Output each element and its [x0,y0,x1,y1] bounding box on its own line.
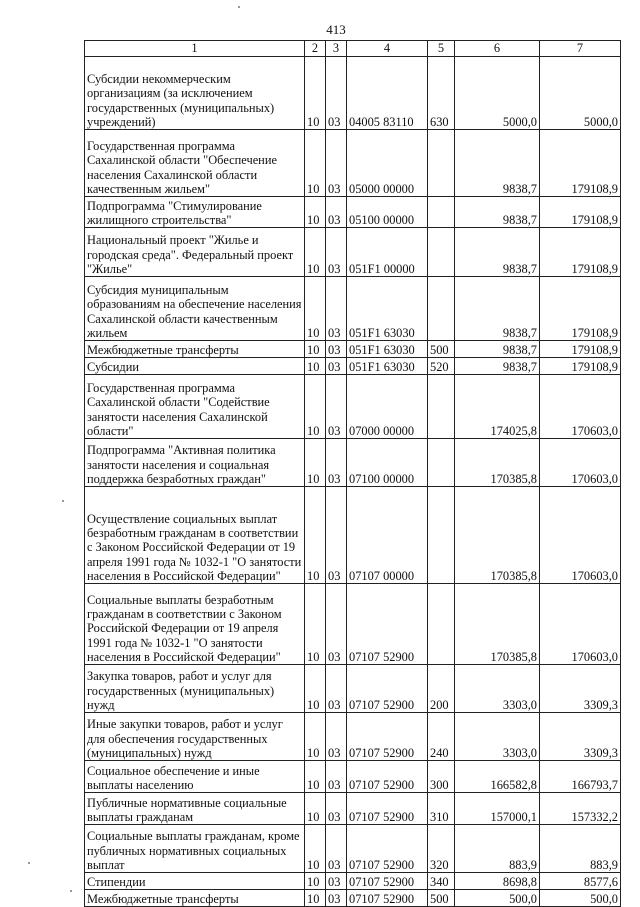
expense-type-code: 630 [428,57,455,130]
target-article-code: 07107 52900 [347,761,428,793]
section-code: 10 [305,584,326,665]
page-number: 413 [326,22,346,37]
expense-type-code: 520 [428,358,455,375]
item-name: Стипендии [85,873,305,890]
table-row [85,793,621,825]
section-code: 10 [305,375,326,439]
scan-speck [238,6,240,8]
amount-col-7: 170603,0 [540,375,621,439]
amount-col-7: 170603,0 [540,584,621,665]
table-row [85,57,621,130]
subsection-code: 03 [326,487,347,584]
target-article-code: 051F1 63030 [347,341,428,358]
target-article-code: 07107 52900 [347,793,428,825]
amount-col-7: 179108,9 [540,277,621,341]
expense-type-code: 300 [428,761,455,793]
subsection-code: 03 [326,130,347,197]
amount-col-6: 170385,8 [455,439,540,487]
expense-type-code: 200 [428,665,455,713]
table-row [85,713,621,761]
amount-col-7: 179108,9 [540,341,621,358]
subsection-code: 03 [326,825,347,873]
table-row [85,487,621,584]
expense-type-code [428,228,455,277]
expense-type-code: 320 [428,825,455,873]
amount-col-6: 9838,7 [455,277,540,341]
amount-col-7: 179108,9 [540,358,621,375]
target-article-code: 07107 52900 [347,665,428,713]
item-name: Национальный проект "Жилье и городская среда". Федеральный проект "Жилье" [85,228,305,277]
col-header-1: 1 [85,41,305,57]
amount-col-7: 179108,9 [540,197,621,228]
expense-type-code [428,487,455,584]
target-article-code: 051F1 63030 [347,277,428,341]
amount-col-7: 170603,0 [540,439,621,487]
amount-col-7: 170603,0 [540,487,621,584]
expense-type-code [428,277,455,341]
subsection-code: 03 [326,713,347,761]
table-row [85,584,621,665]
amount-col-6: 157000,1 [455,793,540,825]
budget-table [84,40,621,907]
amount-col-6: 500,0 [455,890,540,907]
amount-col-7: 5000,0 [540,57,621,130]
section-code: 10 [305,439,326,487]
col-header-5: 5 [428,41,455,57]
section-code: 10 [305,487,326,584]
item-name: Социальные выплаты гражданам, кроме публичных нормативных социальных выплат [85,825,305,873]
table-row [85,277,621,341]
item-name: Государственная программа Сахалинской области "Содействие занятости населения Сахалинской области" [85,375,305,439]
scan-speck [70,890,72,892]
table-row [85,358,621,375]
item-name: Социальное обеспечение и иные выплаты населению [85,761,305,793]
item-name: Подпрограмма "Активная политика занятости населения и социальная поддержка безработных граждан" [85,439,305,487]
amount-col-6: 9838,7 [455,341,540,358]
expense-type-code [428,584,455,665]
item-name: Закупка товаров, работ и услуг для государственных (муниципальных) нужд [85,665,305,713]
section-code: 10 [305,890,326,907]
expense-type-code: 500 [428,341,455,358]
table-row [85,761,621,793]
expense-type-code [428,130,455,197]
section-code: 10 [305,57,326,130]
item-name: Подпрограмма "Стимулирование жилищного строительства" [85,197,305,228]
target-article-code: 05100 00000 [347,197,428,228]
expense-type-code: 500 [428,890,455,907]
amount-col-6: 9838,7 [455,197,540,228]
table-row [85,439,621,487]
subsection-code: 03 [326,197,347,228]
amount-col-7: 166793,7 [540,761,621,793]
item-name: Субсидии [85,358,305,375]
table-row [85,873,621,890]
amount-col-6: 3303,0 [455,665,540,713]
subsection-code: 03 [326,277,347,341]
amount-col-6: 166582,8 [455,761,540,793]
amount-col-7: 3309,3 [540,713,621,761]
amount-col-7: 157332,2 [540,793,621,825]
amount-col-6: 174025,8 [455,375,540,439]
target-article-code: 04005 83110 [347,57,428,130]
target-article-code: 07107 52900 [347,584,428,665]
col-header-3: 3 [326,41,347,57]
table-row [85,890,621,907]
item-name: Социальные выплаты безработным гражданам в соответствии с Законом Российской Федерации от 19 апреля 1991 года № 1032-1 "О занятости населения в Российской Федерации" [85,584,305,665]
section-code: 10 [305,197,326,228]
subsection-code: 03 [326,57,347,130]
subsection-code: 03 [326,793,347,825]
target-article-code: 05000 00000 [347,130,428,197]
item-name: Осуществление социальных выплат безработным гражданам в соответствии с Законом Российской Федерации от 19 апреля 1991 года № 1032-1 "О занятости населения в Российской Федерации" [85,487,305,584]
subsection-code: 03 [326,873,347,890]
amount-col-7: 179108,9 [540,228,621,277]
subsection-code: 03 [326,228,347,277]
table-row [85,665,621,713]
target-article-code: 07000 00000 [347,375,428,439]
target-article-code: 07107 52900 [347,873,428,890]
section-code: 10 [305,228,326,277]
item-name: Субсидии некоммерческим организациям (за исключением государственных (муниципальных) учреждений) [85,57,305,130]
subsection-code: 03 [326,358,347,375]
target-article-code: 051F1 63030 [347,358,428,375]
col-header-6: 6 [455,41,540,57]
table-row [85,197,621,228]
section-code: 10 [305,873,326,890]
amount-col-6: 9838,7 [455,130,540,197]
table-row [85,375,621,439]
item-name: Межбюджетные трансферты [85,890,305,907]
scan-speck [28,862,30,864]
expense-type-code [428,197,455,228]
target-article-code: 07107 00000 [347,487,428,584]
amount-col-6: 9838,7 [455,358,540,375]
expense-type-code [428,439,455,487]
table-row [85,825,621,873]
header-row [85,41,621,57]
target-article-code: 07107 52900 [347,713,428,761]
table-row [85,228,621,277]
amount-col-6: 170385,8 [455,584,540,665]
subsection-code: 03 [326,665,347,713]
amount-col-6: 883,9 [455,825,540,873]
section-code: 10 [305,665,326,713]
section-code: 10 [305,713,326,761]
item-name: Публичные нормативные социальные выплаты гражданам [85,793,305,825]
scan-speck [62,500,64,502]
target-article-code: 07100 00000 [347,439,428,487]
amount-col-7: 3309,3 [540,665,621,713]
item-name: Субсидия муниципальным образованиям на обеспечение населения Сахалинской области качественным жильем [85,277,305,341]
section-code: 10 [305,130,326,197]
subsection-code: 03 [326,341,347,358]
item-name: Государственная программа Сахалинской области "Обеспечение населения Сахалинской области качественным жильем" [85,130,305,197]
item-name: Межбюджетные трансферты [85,341,305,358]
amount-col-7: 883,9 [540,825,621,873]
amount-col-7: 500,0 [540,890,621,907]
expense-type-code [428,375,455,439]
target-article-code: 07107 52900 [347,890,428,907]
subsection-code: 03 [326,439,347,487]
target-article-code: 051F1 00000 [347,228,428,277]
section-code: 10 [305,277,326,341]
section-code: 10 [305,341,326,358]
subsection-code: 03 [326,375,347,439]
amount-col-6: 9838,7 [455,228,540,277]
amount-col-6: 8698,8 [455,873,540,890]
subsection-code: 03 [326,890,347,907]
section-code: 10 [305,825,326,873]
section-code: 10 [305,358,326,375]
subsection-code: 03 [326,584,347,665]
expense-type-code: 310 [428,793,455,825]
table-row [85,130,621,197]
amount-col-7: 179108,9 [540,130,621,197]
section-code: 10 [305,793,326,825]
expense-type-code: 240 [428,713,455,761]
section-code: 10 [305,761,326,793]
subsection-code: 03 [326,761,347,793]
amount-col-6: 3303,0 [455,713,540,761]
expense-type-code: 340 [428,873,455,890]
amount-col-6: 5000,0 [455,57,540,130]
item-name: Иные закупки товаров, работ и услуг для обеспечения государственных (муниципальных) нужд [85,713,305,761]
amount-col-6: 170385,8 [455,487,540,584]
target-article-code: 07107 52900 [347,825,428,873]
col-header-7: 7 [540,41,621,57]
table-row [85,341,621,358]
col-header-4: 4 [347,41,428,57]
amount-col-7: 8577,6 [540,873,621,890]
col-header-2: 2 [305,41,326,57]
